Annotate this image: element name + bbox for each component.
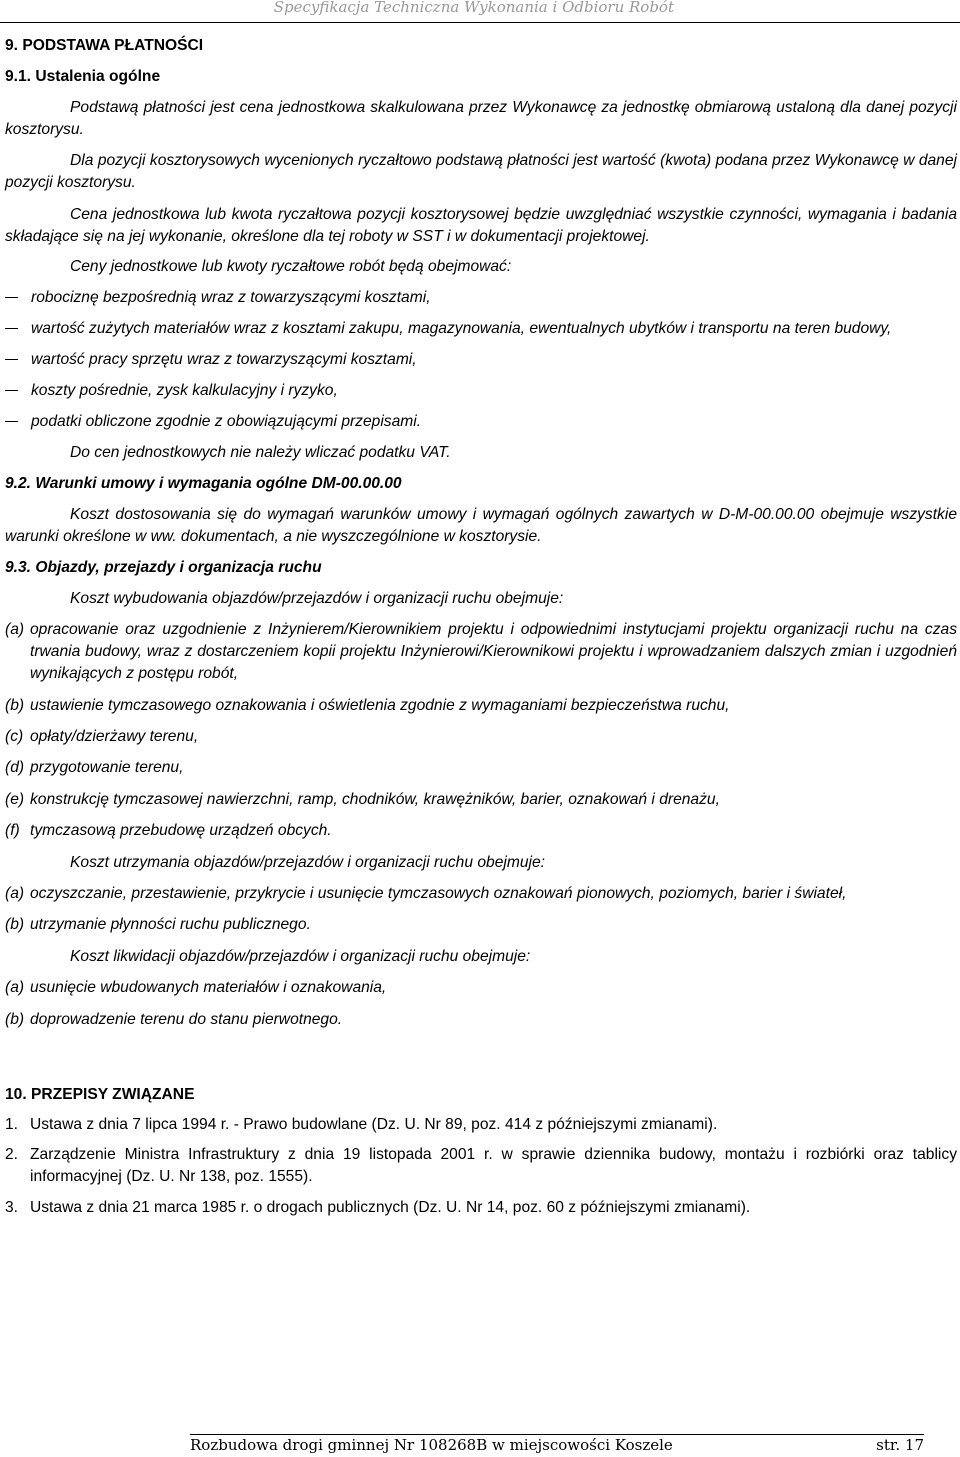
paragraph-lump-sum: Dla pozycji kosztorysowych wycenionych ryczałtowo podstawą płatności jest wartość (kwota) podana przez Wykonawcę w danej pozycji kosztorysu. <box>5 152 957 191</box>
list-item: 1. Ustawa z dnia 7 lipca 1994 r. - Prawo budowlane (Dz. U. Nr 89, poz. 414 z późniejszymi zmianami). <box>5 1116 718 1133</box>
dash-icon <box>5 359 18 360</box>
page-number: str. 17 <box>876 1436 924 1454</box>
paragraph-unit-price: Cena jednostkowa lub kwota ryczałtowa pozycji kosztorysowej będzie uwzględniać wszystkie czynności, wymagania i badania składające się na jej wykonanie, określone dla tej roboty w SST i w dokumentacji projektowej. <box>5 206 957 245</box>
paragraph-contract-conditions: Koszt dostosowania się do wymagań warunków umowy i wymagań ogólnych zawartych w D-M-00.00.00 obejmuje wszystkie warunki określone w ww. dokumentach, a nie wyszczególnione w kosztorysie. <box>5 506 957 545</box>
list-item: (a) usunięcie wbudowanych materiałów i oznakowania, <box>5 979 387 996</box>
dash-icon <box>5 421 18 422</box>
list-item: (b) utrzymanie płynności ruchu publicznego. <box>5 916 311 933</box>
list-item: (c) opłaty/dzierżawy terenu, <box>5 728 199 745</box>
paragraph-vat: Do cen jednostkowych nie należy wliczać podatku VAT. <box>70 444 451 461</box>
section-9-1-heading: 9.1. Ustalenia ogólne <box>5 68 161 85</box>
paragraph-construction-cost: Koszt wybudowania objazdów/przejazdów i organizacji ruchu obejmuje: <box>70 590 564 607</box>
list-item: (f) tymczasową przebudowę urządzeń obcych. <box>5 822 332 839</box>
list-item: (a) oczyszczanie, przestawienie, przykrycie i usunięcie tymczasowych oznakowań pionowych, poziomych, barier i świateł, <box>5 885 847 902</box>
list-item: (e) konstrukcję tymczasowej nawierzchni, ramp, chodników, krawężników, barier, oznakowań i drenażu, <box>5 791 720 808</box>
list-item: podatki obliczone zgodnie z obowiązującymi przepisami. <box>5 411 957 433</box>
list-item: koszty pośrednie, zysk kalkulacyjny i ryzyko, <box>5 380 957 402</box>
section-10-heading: 10. PRZEPISY ZWIĄZANE <box>5 1086 195 1103</box>
list-item: (b) doprowadzenie terenu do stanu pierwotnego. <box>5 1011 343 1028</box>
list-item: robociznę bezpośrednią wraz z towarzyszącymi kosztami, <box>5 287 957 309</box>
list-item: wartość pracy sprzętu wraz z towarzyszącymi kosztami, <box>5 349 957 371</box>
section-9-3-heading: 9.3. Objazdy, przejazdy i organizacja ruchu <box>5 559 322 576</box>
paragraph-prices-include: Ceny jednostkowe lub kwoty ryczałtowe robót będą obejmować: <box>70 258 512 275</box>
list-item: (d) przygotowanie terenu, <box>5 759 184 776</box>
section-9-2-heading: 9.2. Warunki umowy i wymagania ogólne DM-00.00.00 <box>5 475 402 492</box>
list-item: 3. Ustawa z dnia 21 marca 1985 r. o drogach publicznych (Dz. U. Nr 14, poz. 60 z późniejszymi zmianami). <box>5 1199 751 1216</box>
dash-icon <box>5 328 18 329</box>
footer-project-title: Rozbudowa drogi gminnej Nr 108268B w miejscowości Koszele <box>190 1436 673 1454</box>
dash-icon <box>5 297 18 298</box>
list-item: (b) ustawienie tymczasowego oznakowania i oświetlenia zgodnie z wymaganiami bezpieczeństwa ruchu, <box>5 697 730 714</box>
paragraph-maintenance-cost: Koszt utrzymania objazdów/przejazdów i organizacji ruchu obejmuje: <box>70 854 545 871</box>
list-item: 2. Zarządzenie Ministra Infrastruktury z dnia 19 listopada 2001 r. w sprawie dziennika budowy, montażu i rozbiórki oraz tablicy informacyjnej (Dz. U. Nr 138, poz. 1555). <box>5 1146 957 1185</box>
section-9-heading: 9. PODSTAWA PŁATNOŚCI <box>5 37 204 54</box>
header-title: Specyfikacja Techniczna Wykonania i Odbioru Robót <box>273 0 674 16</box>
paragraph-basis: Podstawą płatności jest cena jednostkowa skalkulowana przez Wykonawcę za jednostkę obmiarową ustaloną dla danej pozycji kosztorysu. <box>5 99 957 138</box>
list-item: wartość zużytych materiałów wraz z kosztami zakupu, magazynowania, ewentualnych ubytków i transportu na teren budowy, <box>5 318 957 340</box>
page-footer <box>190 1434 924 1457</box>
page-header <box>0 0 960 23</box>
list-item: (a) opracowanie oraz uzgodnienie z Inżynierem/Kierownikiem projektu i odpowiednimi instytucjami projektu organizacji ruchu na czas trwania budowy, wraz z dostarczeniem kopii projektu Inżynierowi/Kierownikowi projektu i wprowadzaniem dalszych zmian i uzgodnień wynikających z postępu robót, <box>5 621 957 682</box>
dash-icon <box>5 390 18 391</box>
paragraph-liquidation-cost: Koszt likwidacji objazdów/przejazdów i organizacji ruchu obejmuje: <box>70 948 531 965</box>
page-content <box>5 30 957 1219</box>
